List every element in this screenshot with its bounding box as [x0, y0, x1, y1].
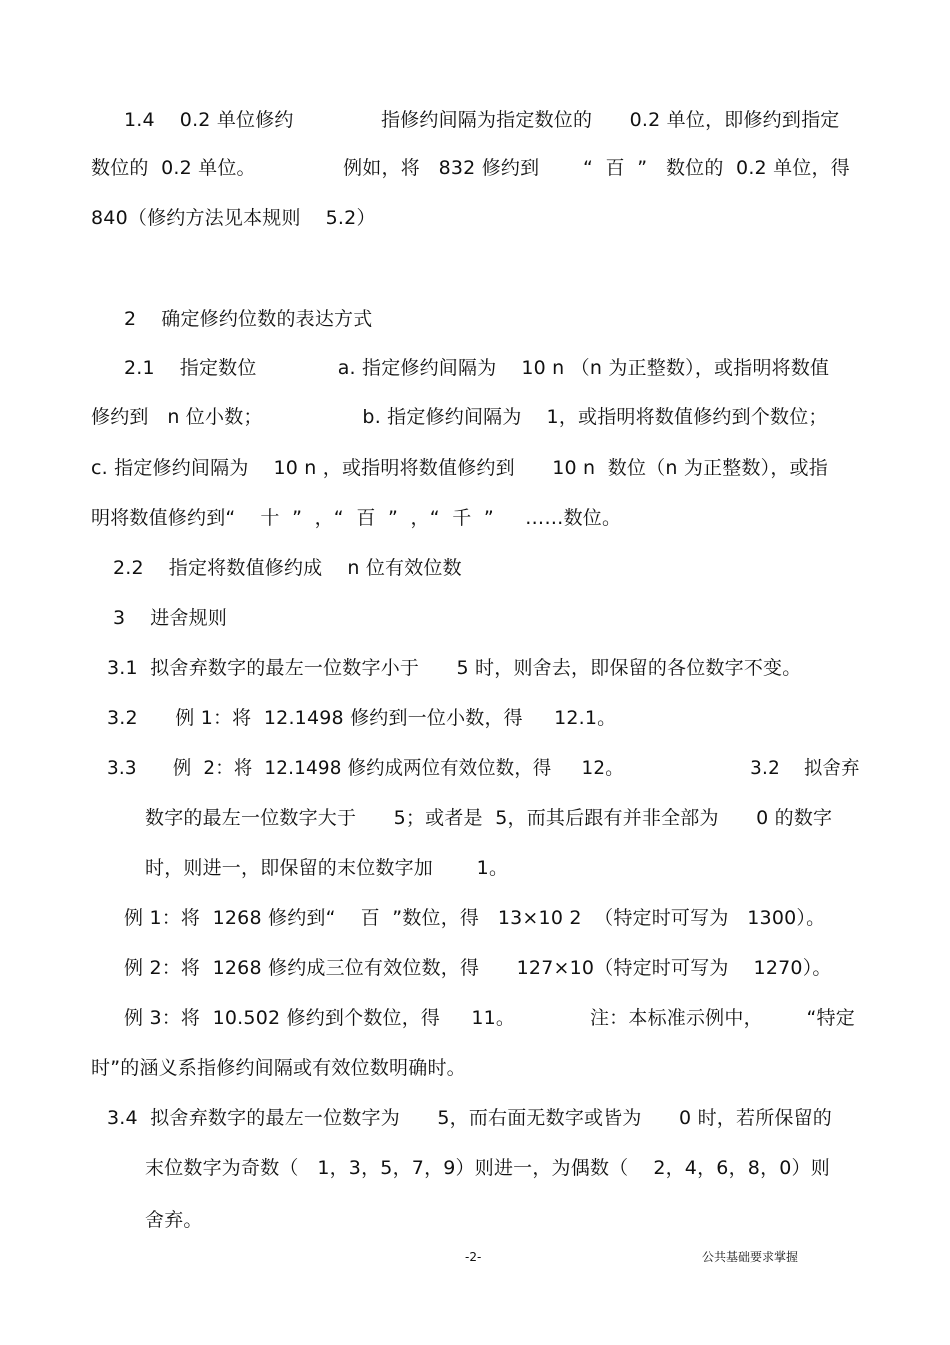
text-line: 840（修约方法见本规则 5.2） [91, 207, 376, 229]
text-line: 末位数字为奇数（ 1，3，5，7，9）则进一，为偶数（ 2，4，6，8，0）则 [145, 1157, 830, 1179]
text-line: 3.4 拟舍弃数字的最左一位数字为 5，而右面无数字或皆为 0 时，若所保留的 [107, 1107, 832, 1129]
text-line: c. 指定修约间隔为 10 n ，或指明将数值修约到 10 n 数位（n 为正整数），或指 [91, 457, 828, 479]
section-heading: 2 确定修约位数的表达方式 [124, 308, 373, 330]
text-line: 2.1 指定数位 a. 指定修约间隔为 10 n （n 为正整数），或指明将数值 [124, 357, 830, 379]
text-line: 例 2：将 1268 修约成三位有效位数，得 127×10（特定时可写为 1270）。 [124, 957, 832, 979]
text-line: 3.3 例 2：将 12.1498 修约成两位有效位数，得 12。 3.2 拟舍弃 [107, 757, 860, 779]
text-line: 例 1：将 1268 修约到“ 百 ”数位，得 13×10 2 （特定时可写为 1300）。 [124, 907, 826, 929]
text-line: 舍弃。 [145, 1209, 203, 1231]
text-line: 数字的最左一位数字大于 5；或者是 5，而其后跟有并非全部为 0 的数字 [145, 807, 833, 829]
text-line: 时”的涵义系指修约间隔或有效位数明确时。 [91, 1057, 466, 1079]
text-line: 3.2 例 1：将 12.1498 修约到一位小数，得 12.1。 [107, 707, 617, 729]
section-heading: 3 进舍规则 [113, 607, 228, 629]
text-line: 时，则进一，即保留的末位数字加 1。 [145, 857, 509, 879]
text-line: 明将数值修约到“ 十 ” ，“ 百 ” ，“ 千 ” ……数位。 [91, 507, 622, 529]
text-line: 1.4 0.2 单位修约 指修约间隔为指定数位的 0.2 单位，即修约到指定 [124, 109, 840, 131]
footer-note: 公共基础要求掌握 [702, 1250, 799, 1264]
text-line: 3.1 拟舍弃数字的最左一位数字小于 5 时，则舍去，即保留的各位数字不变。 [107, 657, 802, 679]
text-line: 修约到 n 位小数； b. 指定修约间隔为 1，或指明将数值修约到个数位； [91, 406, 828, 428]
text-line: 2.2 指定将数值修约成 n 位有效位数 [113, 557, 462, 579]
page-number: -2- [465, 1250, 482, 1264]
text-line: 数位的 0.2 单位。 例如，将 832 修约到 “ 百 ” 数位的 0.2 单位，得 [91, 157, 850, 179]
text-line: 例 3：将 10.502 修约到个数位，得 11。 注：本标准示例中， “特定 [124, 1007, 855, 1029]
